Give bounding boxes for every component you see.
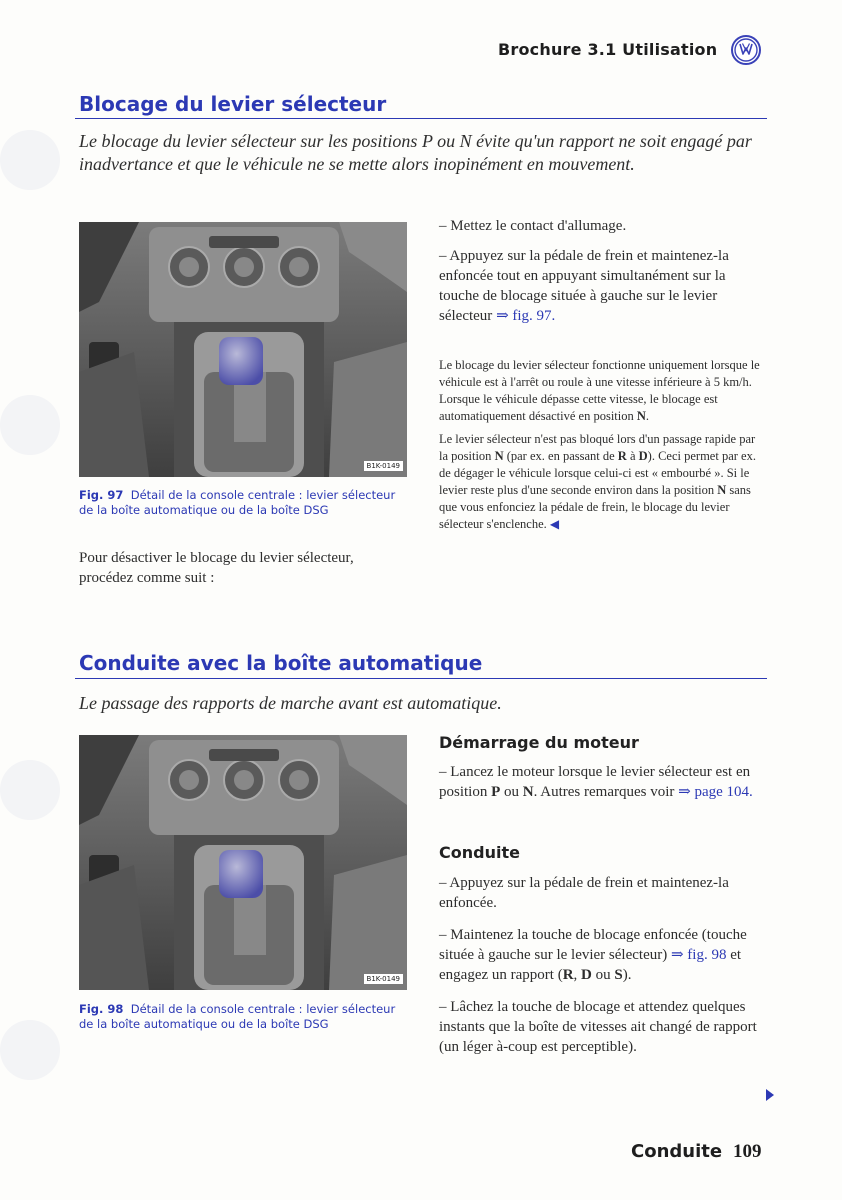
section-title: Blocage du levier sélecteur [79,92,387,116]
step-text: – Appuyez sur la pédale de frein et maintenez-la enfoncée tout en appuyant simultanément sur la touche de blocage située à gauche sur le levier sélecteur [439,248,729,324]
page-link[interactable]: ⇒ page 104. [678,784,753,800]
running-header: Brochure 3.1 Utilisation [498,40,718,59]
note-text: Le levier sélecteur n'est pas bloqué lors d'un passage rapide par la position [439,432,756,463]
section-rule [75,678,767,679]
page-number: 109 [733,1141,762,1162]
edge-shadow [0,760,60,820]
step-item: – Lâchez la touche de blocage et attendez quelques instants que la boîte de vitesses ait changé de rapport (un léger à-coup est perceptible). [439,999,757,1055]
step-text: ). [622,967,632,983]
console-illustration [79,222,407,477]
figure-code: B1K-0149 [364,974,403,984]
section-lead: Le passage des rapports de marche avant est automatique. [79,693,502,713]
step-item: – Maintenez la touche de blocage enfoncée (touche située à gauche sur le levier sélecteur) ⇒ fig. 98 et engagez un rapport (R, D ou S). [439,927,747,983]
gear-letter: D [638,449,648,463]
gear-letter: S [614,967,623,983]
gear-letter: P [491,784,501,800]
gear-letter: N [522,784,534,800]
note-text: sans que vous enfonciez la pédale de frein, le blocage du levier sélecteur s'enclenche. [439,483,751,531]
steps-block [439,873,765,1063]
note-paragraph: Le blocage du levier sélecteur fonctionne uniquement lorsque le véhicule est à l'arrêt ou roule à une vitesse inférieure à 5 km/h. Lorsque le véhicule dépasse cette vitesse, le blocage est automatiquement désactivé en position N. [439,358,760,423]
caption-text: Détail de la console centrale : levier sélecteur de la boîte automatique ou de la boîte DSG [79,1002,396,1031]
figure-code: B1K-0149 [364,461,403,471]
step-text: – Maintenez la touche de blocage enfoncée (touche située à gauche sur le levier sélecteur) [439,927,747,963]
steps-block [439,216,765,332]
step-item: – Appuyez sur la pédale de frein et maintenez-la enfoncée. [439,875,729,911]
note-text: à [629,449,636,463]
step-text: – Lancez le moteur lorsque le levier sélecteur est en position [439,764,751,800]
caption-text: Détail de la console centrale : levier sélecteur de la boîte automatique ou de la boîte DSG [79,488,396,517]
gear-letter: N [494,449,504,463]
caption-label: Fig. 98 [79,1002,124,1016]
end-marker-icon: ◀ [549,517,560,531]
note-text: ). Ceci permet par ex. de dégager le véhicule lorsque celui-ci est « embourbé ». Si le levier reste plus d'une seconde environ dans la position [439,449,756,497]
figure-gear-console [79,735,407,990]
step-text: ou [504,784,520,800]
notes-block [439,357,765,539]
footer-section: Conduite [631,1141,723,1162]
note-text: Le blocage du levier sélecteur fonctionne uniquement lorsque le véhicule est à l'arrêt ou roule à une vitesse inférieure à 5 km/h. Lorsque le véhicule dépasse cette vitesse, le blocage est automatiquement désactivé en position [439,358,760,423]
figure-gear-console [79,222,407,477]
caption-label: Fig. 97 [79,488,124,502]
edge-shadow [0,395,60,455]
gear-letter: R [617,449,627,463]
edge-shadow [0,1020,60,1080]
figure-caption [79,1002,407,1032]
edge-shadow [0,130,60,190]
figure-link[interactable]: ⇒ fig. 98 [670,947,727,963]
vw-logo-icon [731,35,761,65]
figure-caption [79,488,407,518]
section-lead: Le blocage du levier sélecteur sur les positions P ou N évite qu'un rapport ne soit engagé par inadvertance et que le véhicule ne se mette alors inopinément en mouvement. [79,131,752,174]
step-text: . Autres remarques voir [533,784,675,800]
step-item [439,246,765,326]
section-rule [75,118,767,119]
gear-letter: N [717,483,727,497]
intro-paragraph: Pour désactiver le blocage du levier sélecteur, procédez comme suit : [79,550,354,586]
step-text: ou [595,967,611,983]
step-item: – Mettez le contact d'allumage. [439,218,627,234]
continue-arrow-icon [766,1089,774,1101]
subheading: Conduite [439,843,520,862]
section-title: Conduite avec la boîte automatique [79,651,483,675]
note-paragraph [439,431,765,533]
figure-link[interactable]: ⇒ fig. 97. [496,308,556,324]
note-text: (par ex. en passant de [506,449,615,463]
console-illustration [79,735,407,990]
gear-letter: R [562,967,574,983]
gear-letter: D [581,967,592,983]
subheading: Démarrage du moteur [439,733,639,752]
step-item [439,762,765,802]
step-text: et engagez un rapport ( [439,947,742,983]
gear-letter: N [636,409,646,423]
